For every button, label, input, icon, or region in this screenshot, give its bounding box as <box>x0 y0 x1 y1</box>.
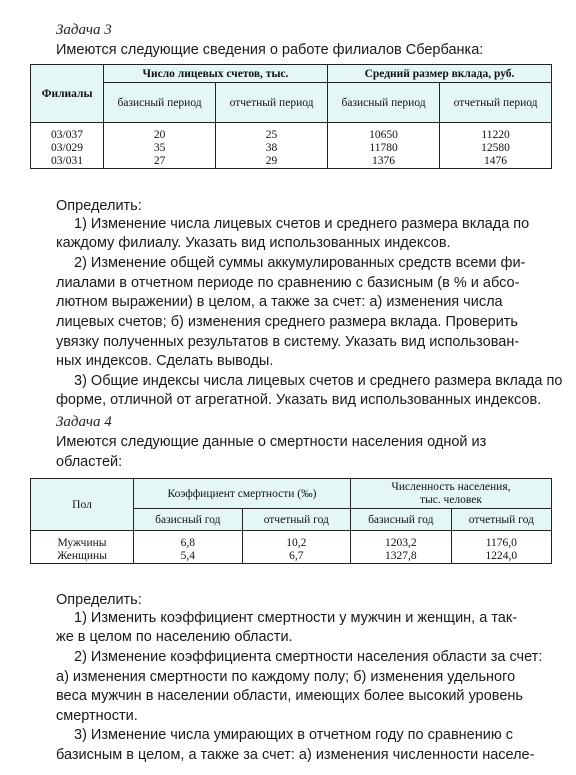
cell: 29 <box>216 155 328 169</box>
cell: 10650 <box>327 123 439 143</box>
subheader-deposit-report: отчетный период <box>440 83 552 123</box>
task4-item2-line4: смертности. <box>56 708 138 724</box>
cell: 03/031 <box>31 155 104 169</box>
accounts-group-header: Число лицевых счетов, тыс. <box>104 65 328 83</box>
task4-intro-line2: областей: <box>56 454 123 470</box>
cell: 03/037 <box>31 123 104 143</box>
population-header-line2: тыс. человек <box>419 493 482 506</box>
subheader-mortality-base: базисный год <box>134 509 243 531</box>
task4-item3-line1: 3) Изменение числа умирающих в отчетном году по сравнению с <box>74 727 514 743</box>
task3-item2-line5: увязку полученных результатов в систему. Указать вид использован- <box>56 334 520 350</box>
cell: 35 <box>104 142 216 155</box>
cell: 6,8 <box>134 531 243 551</box>
task4-item1-line1: 1) Изменить коэффициент смертности у мужчин и женщин, а так- <box>74 610 518 626</box>
task4-intro-line1: Имеются следующие данные о смертности населения одной из <box>56 434 487 450</box>
cell: 6,7 <box>242 550 350 564</box>
task4-title: Задача 4 <box>56 414 112 430</box>
cell: 27 <box>104 155 216 169</box>
cell: 1376 <box>327 155 439 169</box>
cell: 1224,0 <box>451 550 551 564</box>
table-row <box>31 123 552 143</box>
task3-item1-line2: каждому филиалу. Указать вид использованных индексов. <box>56 235 451 251</box>
subheader-accounts-base: базисный период <box>104 83 216 123</box>
task4-item2-line2: а) изменения смертности по каждому полу; б) изменения удельного <box>56 669 516 685</box>
task4-item2-line1: 2) Изменение коэффициента смертности населения области за счет: <box>74 649 543 665</box>
task3-title: Задача 3 <box>56 22 112 38</box>
subheader-population-report: отчетный год <box>451 509 551 531</box>
cell: Женщины <box>31 550 134 564</box>
cell: 11780 <box>327 142 439 155</box>
subheader-mortality-report: отчетный год <box>242 509 350 531</box>
subheader-deposit-base: базисный период <box>327 83 439 123</box>
cell: 5,4 <box>134 550 243 564</box>
cell: 12580 <box>440 142 552 155</box>
cell: Мужчины <box>31 531 134 551</box>
task3-item3-line1: 3) Общие индексы числа лицевых счетов и среднего размера вклада по <box>74 373 563 389</box>
task3-item3-line2: форме, отличной от агрегатной. Указать вид использованных индексов. <box>56 392 542 408</box>
branches-table <box>30 64 552 169</box>
cell: 1327,8 <box>350 550 451 564</box>
task3-item2-line2: лиалами в отчетном периоде по сравнению с базисным (в % и абсо- <box>56 275 520 291</box>
table-row <box>31 155 552 169</box>
subheader-population-base: базисный год <box>350 509 451 531</box>
task3-item2-line6: ных индексов. Сделать выводы. <box>56 353 274 369</box>
cell: 11220 <box>440 123 552 143</box>
task4-item3-line2: базисным в целом, а также за счет: а) изменения численности населе- <box>56 747 535 763</box>
population-header-line1: Численность населения, <box>391 480 511 493</box>
col-branch-header: Филиалы <box>31 65 104 123</box>
population-group-header <box>350 479 551 509</box>
cell: 03/029 <box>31 142 104 155</box>
cell: 25 <box>216 123 328 143</box>
table-row <box>31 531 552 551</box>
table-row <box>31 550 552 564</box>
cell: 1176,0 <box>451 531 551 551</box>
task4-item1-line2: же в целом по населению области. <box>56 629 293 645</box>
mortality-table <box>30 478 552 564</box>
col-sex-header: Пол <box>31 479 134 531</box>
task3-item2-line1: 2) Изменение общей суммы аккумулированных средств всеми фи- <box>74 255 526 271</box>
cell: 20 <box>104 123 216 143</box>
cell: 38 <box>216 142 328 155</box>
task3-item2-line3: лютном выражении) в целом, а также за счет: а) изменения числа <box>56 294 503 310</box>
task3-intro: Имеются следующие сведения о работе филиалов Сбербанка: <box>56 42 484 58</box>
task3-item2-line4: лицевых счетов; б) изменения среднего размера вклада. Проверить <box>56 314 518 330</box>
mortality-group-header: Коэффициент смертности (‰) <box>134 479 351 509</box>
cell: 10,2 <box>242 531 350 551</box>
cell: 1476 <box>440 155 552 169</box>
task3-determine: Определить: <box>56 198 142 214</box>
task4-item2-line3: веса мужчин в населении области, имеющих более высокий уровень <box>56 688 523 704</box>
deposit-group-header: Средний размер вклада, руб. <box>327 65 551 83</box>
task4-determine: Определить: <box>56 592 142 608</box>
cell: 1203,2 <box>350 531 451 551</box>
subheader-accounts-report: отчетный период <box>216 83 328 123</box>
task3-item1-line1: 1) Изменение числа лицевых счетов и среднего размера вклада по <box>74 216 530 232</box>
table-row <box>31 142 552 155</box>
